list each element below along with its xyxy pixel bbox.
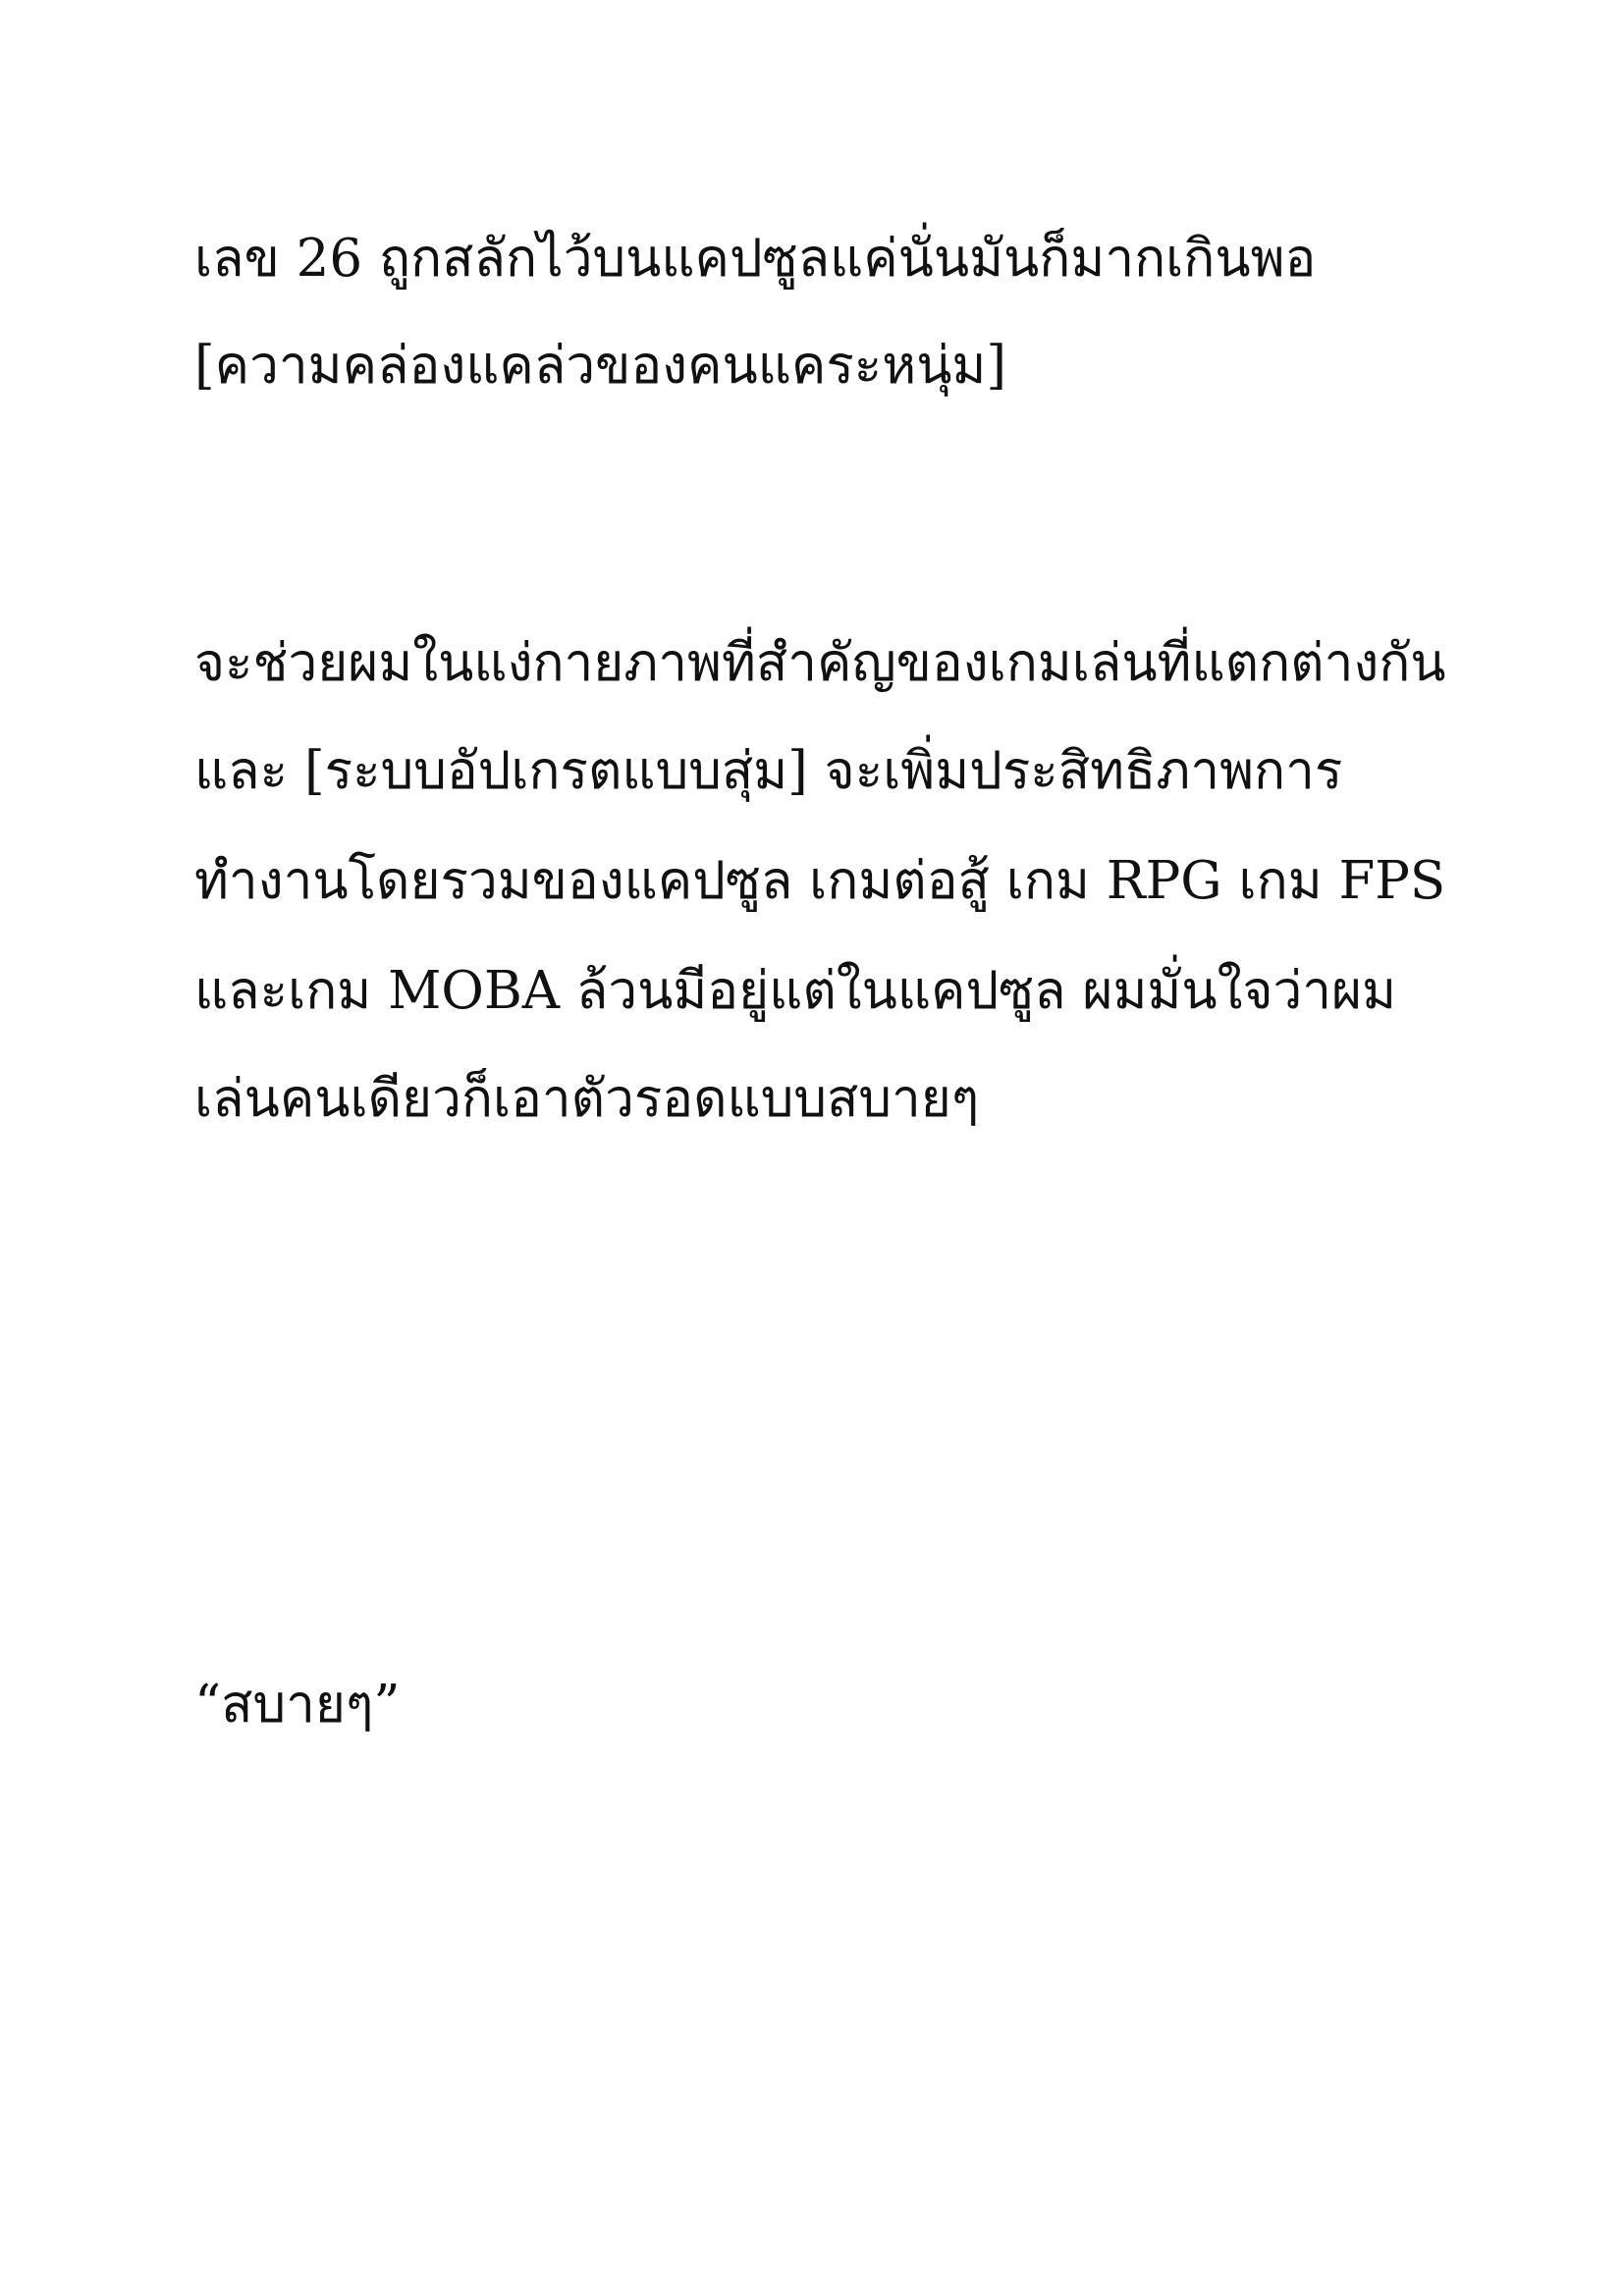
- paragraph-2-line-3: ทำงานโดยรวมของแคปซูล เกมต่อสู้ เกม RPG เกม FPS: [194, 851, 1446, 911]
- quote-text: “สบายๆ”: [194, 1675, 401, 1735]
- paragraph-1-line-2: [ความคล่องแคล่วของคนแคระหนุ่ม]: [194, 336, 1007, 396]
- paragraph-2-line-5: เล่นคนเดียวก็เอาตัวรอดแบบสบายๆ: [194, 1069, 980, 1129]
- paragraph-2-line-4: และเกม MOBA ล้วนมีอยู่แต่ในแคปซูล ผมมั่นใจว่าผม: [194, 961, 1397, 1021]
- paragraph-2-line-2: และ [ระบบอัปเกรตแบบสุ่ม] จะเพิ่มประสิทธิภาพการ: [194, 741, 1343, 801]
- paragraph-2-line-1: จะช่วยผมในแง่กายภาพที่สำคัญของเกมเล่นที่แตกต่างกัน: [194, 633, 1446, 693]
- paragraph-1-line-1: เลข 26 ถูกสลักไว้บนแคปซูลแค่นั่นมันก็มากเกินพอ: [194, 229, 1317, 289]
